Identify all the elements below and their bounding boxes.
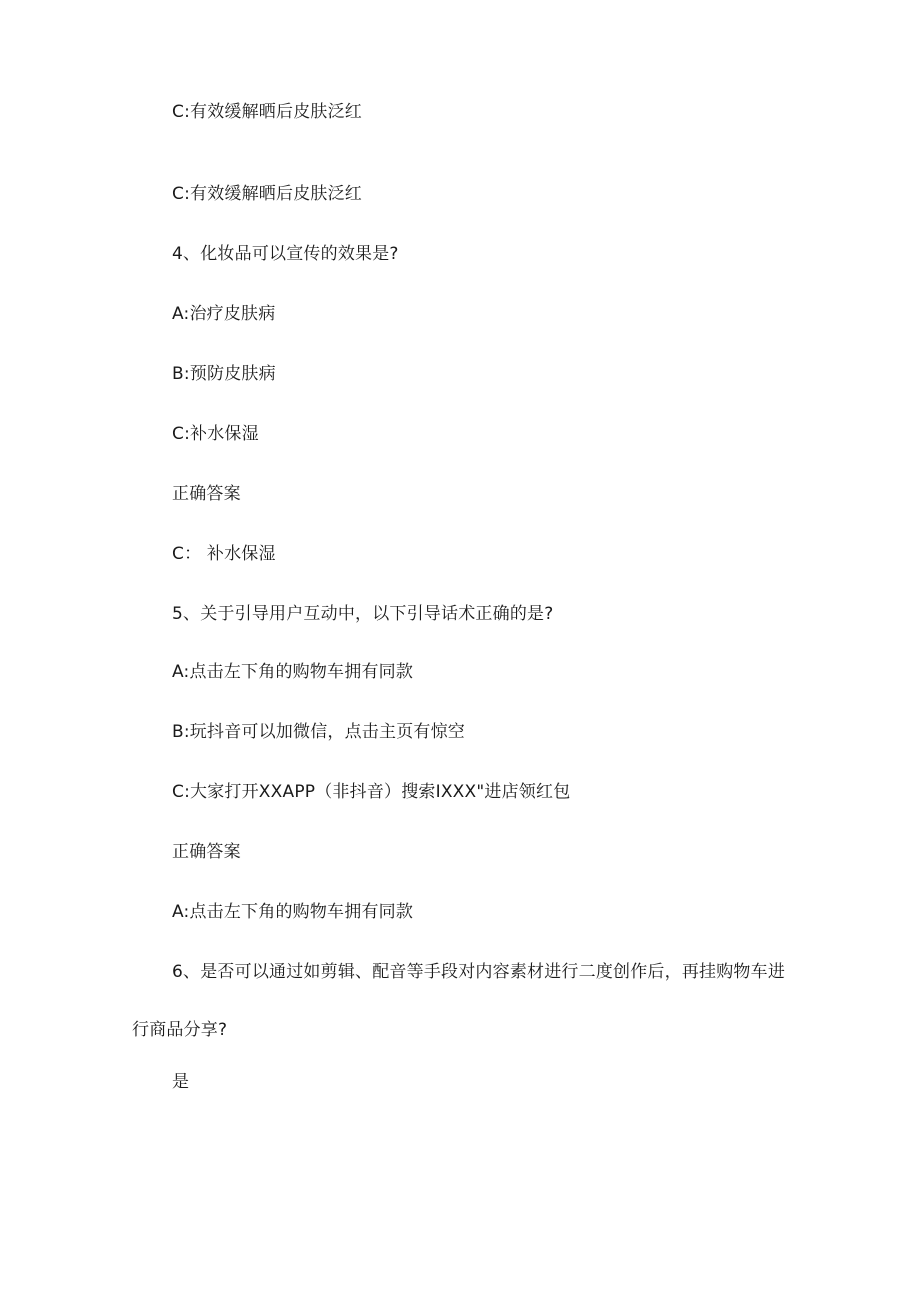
q5-answer: A:点击左下角的购物车拥有同款 [172,902,414,922]
answer-option-c-repeat-2: C:有效缓解晒后皮肤泛红 [172,184,362,204]
q5-option-a: A:点击左下角的购物车拥有同款 [172,662,414,682]
q4-option-c: C:补水保湿 [172,424,259,444]
q5-answer-heading: 正确答案 [172,842,241,862]
question-6-line-1: 6、是否可以通过如剪辑、配音等手段对内容素材进行二度创作后，再挂购物车进 [172,962,786,982]
q4-option-b: B:预防皮肤病 [172,364,276,384]
q6-answer: 是 [172,1072,190,1092]
question-5: 5、关于引导用户互动中，以下引导话术正确的是? [172,604,554,624]
q5-option-b: B:玩抖音可以加微信，点击主页有惊空 [172,722,465,742]
answer-option-c-repeat-1: C:有效缓解晒后皮肤泛红 [172,102,362,122]
question-6-line-2: 行商品分享? [132,1020,228,1040]
q4-answer: C： 补水保湿 [172,544,276,564]
q5-option-c: C:大家打开XXAPP（非抖音）搜索IXXX"进店领红包 [172,782,571,802]
q4-answer-heading: 正确答案 [172,484,241,504]
question-4: 4、化妆品可以宣传的效果是? [172,244,399,264]
q4-option-a: A:治疗皮肤病 [172,304,276,324]
